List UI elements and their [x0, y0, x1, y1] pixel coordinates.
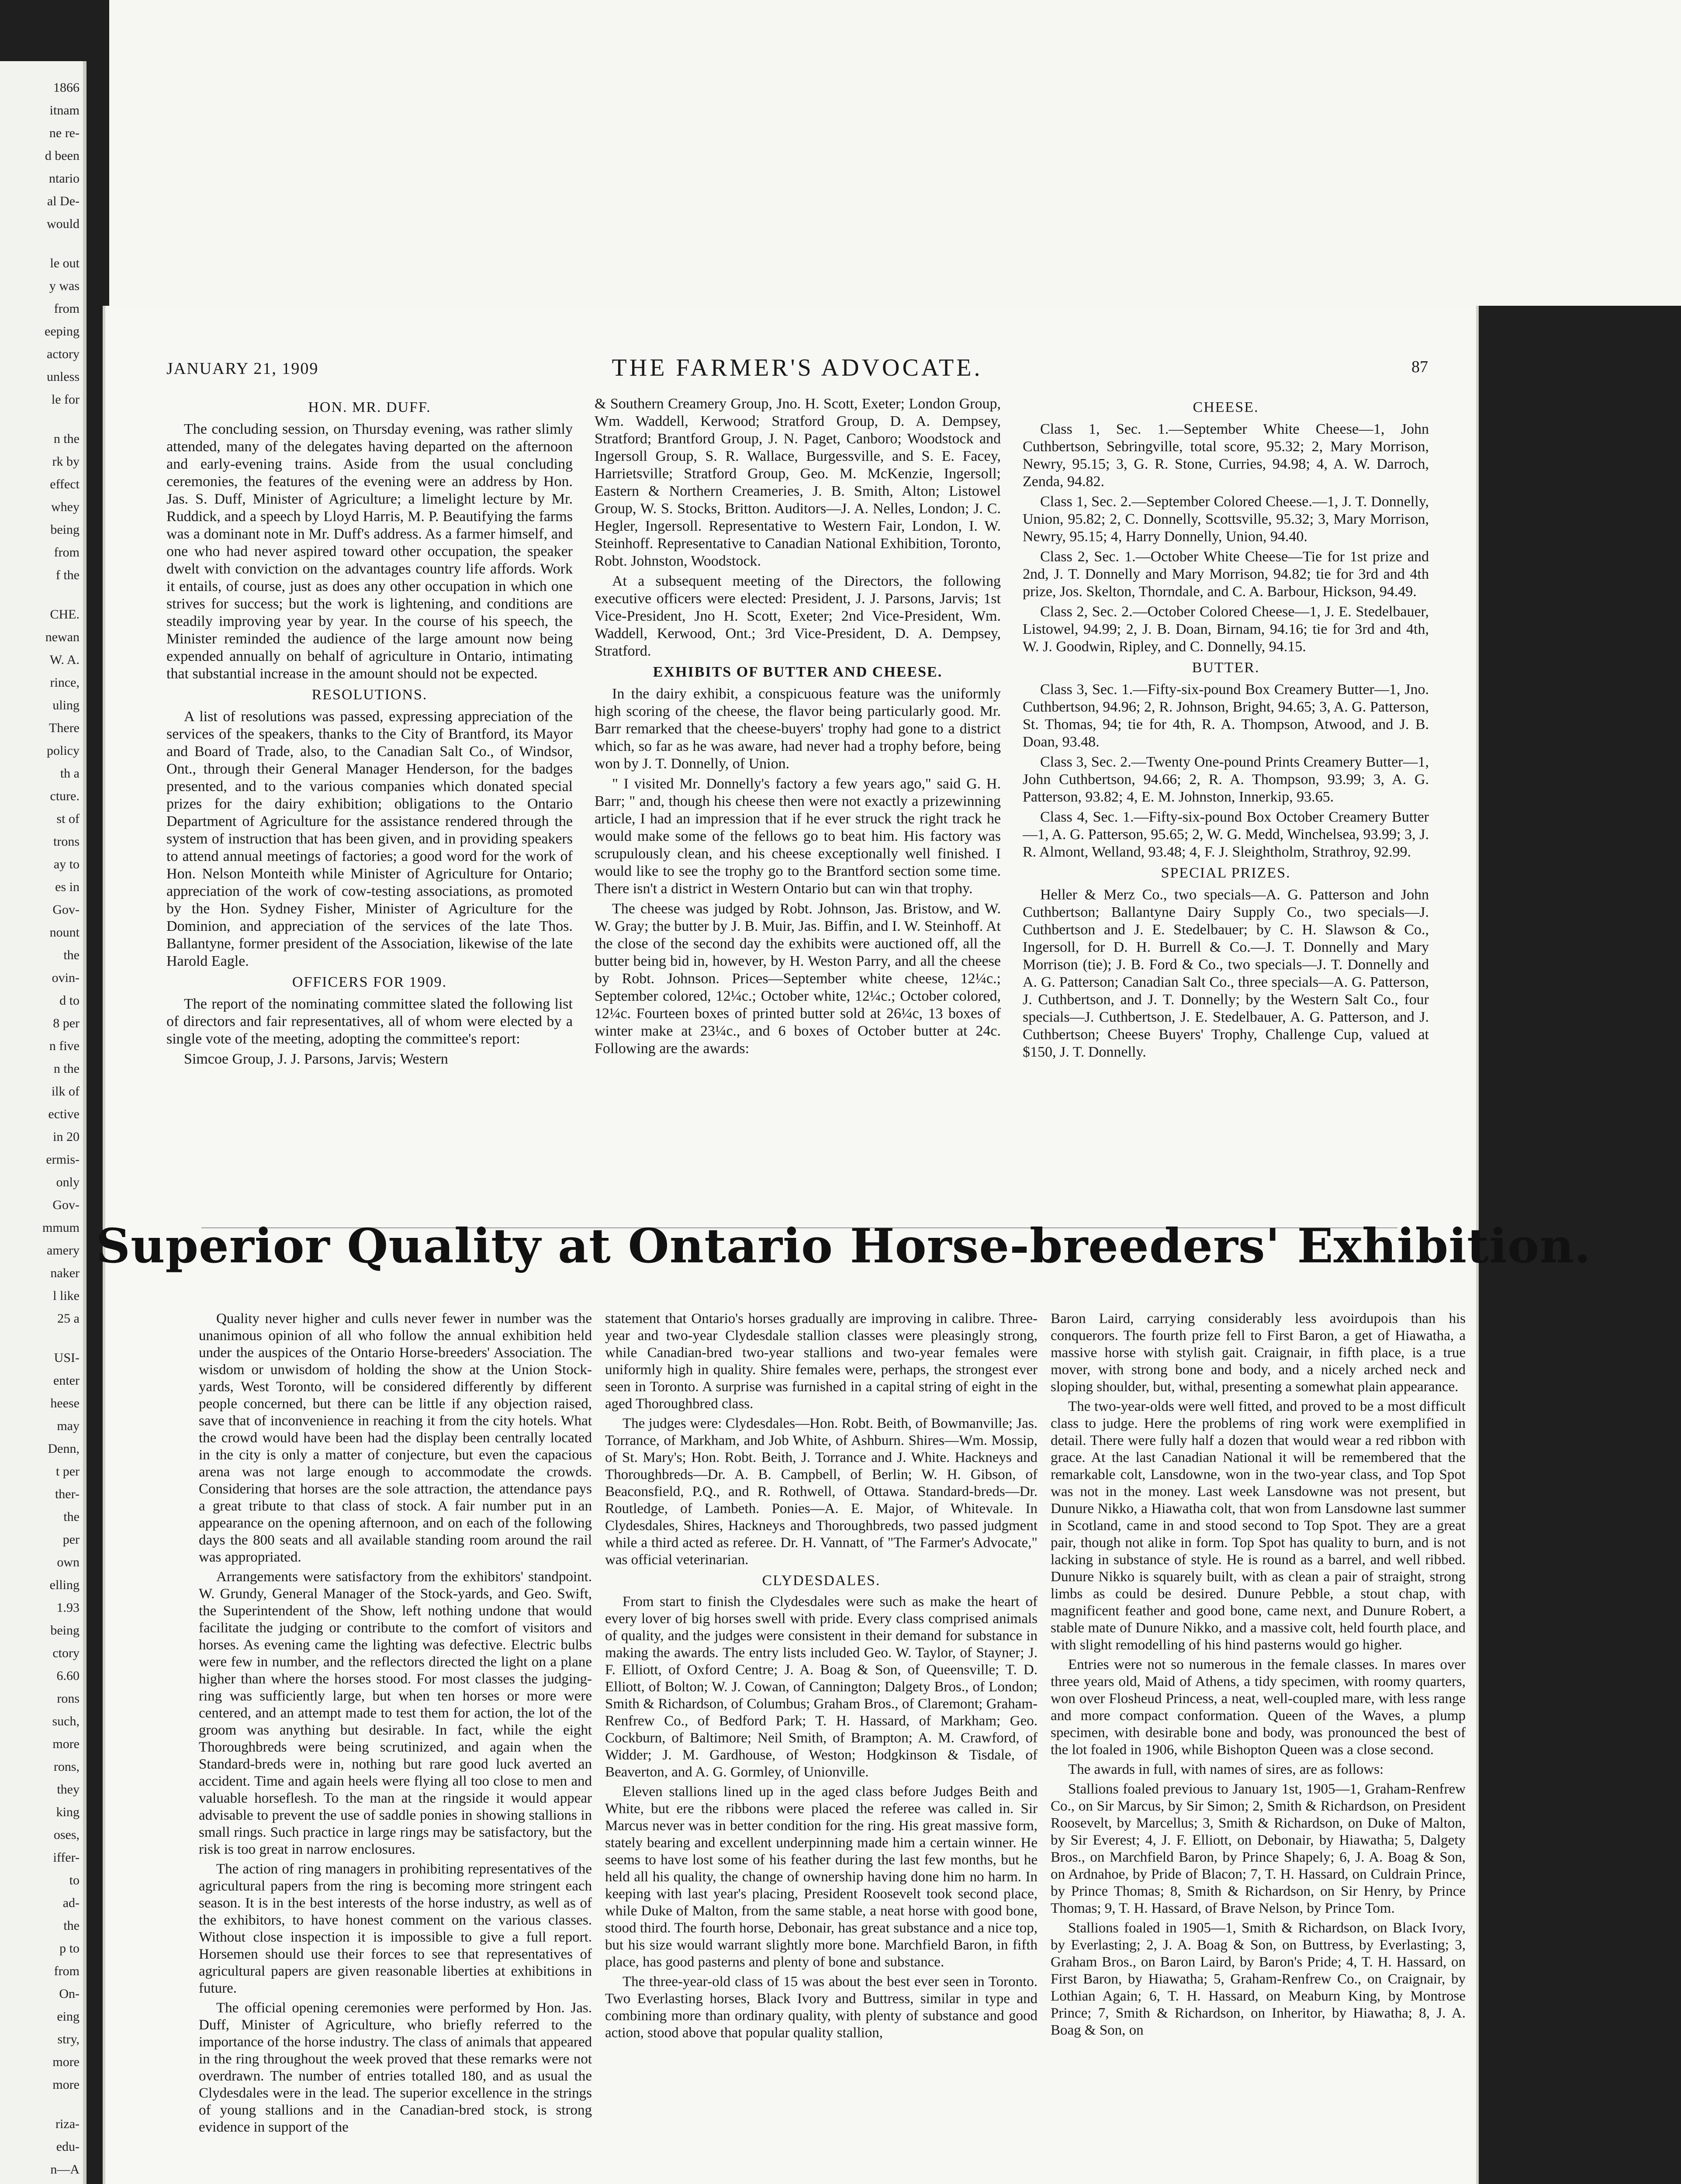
left-page-fragment: eeping	[45, 324, 80, 339]
paragraph: Class 1, Sec. 1.—September White Cheese—1, John Cuthbertson, Sebringville, total score, 95.32; 2, Mary Morrison, Newry, 95.15; 3, G. R. Stone, Curries, 94.98; 4, A. W. Darroch, Zenda, 94.82.	[1023, 421, 1429, 490]
column-2	[595, 395, 1001, 1221]
header-page-number: 87	[1411, 358, 1428, 376]
left-page-fragment: d been	[45, 149, 80, 163]
left-page-fragment: unless	[47, 370, 80, 384]
top-margin	[109, 0, 1681, 306]
left-page-fragment: ective	[48, 1107, 80, 1121]
left-page-fragment: 25 a	[57, 1311, 80, 1326]
left-page-fragment: the	[63, 1510, 80, 1524]
lower-column-3	[1051, 1310, 1466, 2184]
paragraph: Baron Laird, carrying considerably less avoirdupois than his conquerors. The fourth prize fell to First Baron, a get of Hiawatha, a massive horse with stylish gait. Craignair, in fifth place, is a true mover, with strong bone and body, and a nicely arched neck and sloping shoulder, but, withal, presenting a somewhat plain appearance.	[1051, 1311, 1466, 1395]
left-page-fragment: ne re-	[49, 126, 80, 140]
left-page-fragment: es in	[55, 880, 80, 894]
left-page-fragment: On-	[59, 1987, 80, 2001]
paragraph: The official opening ceremonies were performed by Hon. Jas. Duff, Minister of Agriculture, who briefly referred to the importance of the horse industry. The class of animals that appeared in the ring throughout the week proved that these remarks were not overdrawn. The number of entries totalled 180, and as usual the Clydesdales were in the lead. The superior excellence in the strings of young stallions and in the Canadian-bred stock, is strong evidence in support of the	[199, 2000, 592, 2135]
paragraph: statement that Ontario's horses gradually are improving in calibre. Three-year and two-year Clydesdale stallion classes were pleasingly strong, while Canadian-bred two-year stallions and two-year females were uniformly high in quality. Shire females were, perhaps, the strongest ever seen in Toronto. A surprise was furnished in a capital string of eight in the aged Thoroughbred class.	[605, 1311, 1038, 1412]
heading-butter: BUTTER.	[1192, 660, 1260, 676]
paragraph: Entries were not so numerous in the female classes. In mares over three years old, Maid of Athens, a tidy specimen, with roomy quarters, won over Flosheud Princess, a neat, well-coupled mare, with less range and more compact conformation. Queen of the Waves, a plump specimen, with desirable bone and body, was pronounced the best of the lot foaled in 1906, while Bishopton Queen was a close second.	[1051, 1657, 1466, 1758]
paragraph: Simcoe Group, J. J. Parsons, Jarvis; Western	[184, 1051, 448, 1067]
left-page-fragment: ilk of	[51, 1084, 80, 1099]
paragraph: Class 4, Sec. 1.—Fifty-six-pound Box October Creamery Butter—1, A. G. Patterson, 95.65; 2, W. G. Medd, Winchelsea, 93.99; 3, J. R. Almont, Welland, 93.48; 4, F. J. Sleightholm, Strathroy, 92.99.	[1023, 809, 1429, 860]
lower-column-1	[199, 1310, 592, 2184]
paragraph: Stallions foaled in 1905—1, Smith & Richardson, on Black Ivory, by Everlasting; 2, J. A. Boag & Son, on Buttress, by Everlasting; 3, Graham Bros., on Baron Laird, by Baron's Pride; 4, T. H. Hassard, on First Baron, by Hiawatha; 5, Graham-Renfrew Co., on Craignair, by Lothian Again; 6, T. H. Hassard, on Meaburn King, by Montrose Prince; 7, Smith & Richardson, on Inheritor, by Hiawatha; 8, J. A. Boag & Son, on	[1051, 1920, 1466, 2038]
paragraph: Arrangements were satisfactory from the exhibitors' standpoint. W. Grundy, General Manager of the Stock-yards, and Geo. Swift, the Superintendent of the Show, left nothing undone that would facilitate the judging or contribute to the comfort of visitors and horses. As evening came the lighting was defective. Electric bulbs were few in number, and the reflectors directed the light on a plane higher than where the horses stood. For most classes the judging-ring was sufficiently large, but when ten horses or more were centered, and an attempt made to test them for action, the lot of the groom was anything but desirable. In fact, while the eight Thoroughbreds were being scrutinized, and again when the Standard-breds were in, nothing but rare good luck averted an accident. Time and again heels were flying all too close to men and valuable horseflesh. To the man at the ringside it would appear advisable to prevent the use of saddle ponies in showing stallions in small rings. Such practice in large rings may be satisfactory, but the risk is too great in narrow enclosures.	[199, 1569, 592, 1857]
left-page-fragment: newan	[45, 630, 80, 644]
left-page-fragment: Gov-	[52, 902, 80, 917]
left-page-fragment: ntario	[49, 171, 80, 186]
left-page-fragment: whey	[51, 500, 80, 514]
left-page-fragment: would	[47, 217, 80, 231]
paragraph: The concluding session, on Thursday evening, was rather slimly attended, many of the delegates having departed on the afternoon and early-evening trains. Aside from the usual concluding ceremonies, the features of the evening were an address by Hon. Jas. S. Duff, Minister of Agriculture; a limelight lecture by Mr. Ruddick, and a speech by Lloyd Harris, M. P. Beautifying the farms was a dominant note in Mr. Duff's address. As a farmer himself, and one who had never aspired toward other occupation, the speaker dwelt with conviction on the advantages country life affords. Work it entails, of course, just as does any other occupation in which one strives for success; but the work is lightening, and conditions are steadily improving year by year. In the course of his speech, the Minister reminded the audience of the large amount now being expended annually on behalf of agriculture in Ontario, intimating that substantial increase in the amount should not be expected.	[166, 421, 573, 682]
left-page-fragment: policy	[47, 743, 80, 758]
left-page-fragment: mmum	[42, 1220, 80, 1235]
left-page-fragment: th a	[60, 766, 80, 781]
left-page-fragment: st of	[56, 812, 80, 826]
left-page-fragment: t per	[55, 1464, 80, 1479]
left-page-fragment: 8 per	[53, 1016, 80, 1030]
left-page-fragment: stry,	[57, 2032, 80, 2046]
paragraph: The two-year-olds were well fitted, and proved to be a most difficult class to judge. Here the problems of ring work were exemplified in detail. There were fully half a dozen that would wear a red ribbon with grace. At the last Canadian National it will be remembered that the remarkable colt, Lansdowne, won in the two-year class, and Top Spot was not in the money. Last week Lansdowne was not present, but Dunure Nikko, a Hiawatha colt, that won from Lansdowne last summer in Scotland, came in and stood second to Top Spot. They are a great pair, though not alike in form. Top Spot has quality to burn, and is not lacking in substance of style. He is round as a barrel, and well ribbed. Dunure Nikko is squarely built, with as clean a pair of straight, strong limbs as could be desired. Dunure Pebble, a stout chap, with magnificent feather and good bone, came next, and Dunure Robert, a stable mate of Dunure Nikko, and a massive colt, held fourth place, and with slight remodelling of his hind pasterns would go higher.	[1051, 1399, 1466, 1653]
left-page-fragment: Gov-	[52, 1198, 80, 1212]
heading-clydesdales: CLYDESDALES.	[762, 1572, 881, 1589]
left-facing-page	[0, 61, 86, 2184]
paragraph: Class 2, Sec. 2.—October Colored Cheese—1, J. E. Stedelbauer, Listowel, 94.99; 2, J. B. Doan, Birnam, 94.16; tie for 3rd and 4th, W. J. Goodwin, Ripley, and C. Donnelly, 94.15.	[1023, 604, 1429, 655]
paragraph: The report of the nominating committee slated the following list of directors and fair representatives, all of whom were elected by a single vote of the meeting, adopting the committee's report:	[166, 996, 573, 1047]
heading-officers: OFFICERS FOR 1909.	[292, 974, 447, 990]
left-page-fragment: trons	[53, 834, 80, 849]
left-page-fragment: more	[52, 2077, 80, 2092]
left-page-fragment: rk by	[52, 454, 80, 469]
paragraph: Quality never higher and culls never fewer in number was the unanimous opinion of all who follow the annual exhibition held under the auspices of the Ontario Horse-breeders' Association. The wisdom or unwisdom of holding the show at the Union Stock-yards, West Toronto, will be considered differently by different people concerned, but there can be little if any objection raised, save that of inconvenience in reaching it from the city hotels. What the crowd would have been had the display been centrally located in the city is only a matter of conjecture, but even the capacious arena was not large enough to accommodate the crowds. Considering that horses are the sole attraction, the attendance pays a great tribute to that class of stock. A fair number put in an appearance on the opening afternoon, and on each of the following days the 800 seats and all available standing room around the rail was appropriated.	[199, 1311, 592, 1565]
paragraph: & Southern Creamery Group, Jno. H. Scott, Exeter; London Group, Wm. Waddell, Kerwood; Stratford Group, D. A. Dempsey, Stratford; Brantford Group, J. N. Paget, Canboro; Woodstock and Ingersoll Group, S. R. Wallace, Burgessville, and S. E. Facey, Harrietsville; Stratford Group, Geo. M. McKenzie, Ingersoll; Eastern & Northern Creameries, J. B. Smith, Alton; Listowel Group, W. S. Stocks, Britton. Auditors—J. A. Nelles, London; J. C. Hegler, Ingersoll. Representative to Western Fair, London, I. W. Steinhoff. Representative to Canadian National Exhibition, Toronto, Robt. Johnston, Woodstock.	[595, 396, 1001, 569]
left-page-fragment: 6.60	[56, 1669, 80, 1683]
left-page-fragment: ay to	[53, 857, 80, 871]
paragraph: The judges were: Clydesdales—Hon. Robt. Beith, of Bowmanville; Jas. Torrance, of Markham, and Job White, of Ashburn. Shires—Wm. Mossip, of St. Mary's; Hon. Robt. Beith, J. Torrance and J. White. Hackneys and Thoroughbreds—Dr. A. B. Campbell, of Berlin; W. H. Gibson, of Beaconsfield, P.Q., and R. Rothwell, of Ottawa. Standard-breds—Dr. Routledge, of Lambeth. Ponies—A. E. Major, of Whitevale. In Clydesdales, Shires, Hackneys and Thoroughbreds, two passed judgment while a third acted as referee. Dr. H. Vannatt, of "The Farmer's Advocate," was official veterinarian.	[605, 1416, 1038, 1568]
heading-exhibits: EXHIBITS OF BUTTER AND CHEESE.	[653, 664, 943, 680]
paragraph: Stallions foaled previous to January 1st, 1905—1, Graham-Renfrew Co., on Sir Marcus, by Sir Simon; 2, Smith & Richardson, on President Roosevelt, by Marcellus; 3, Smith & Richardson, on Duke of Malton, by Sir Everest; 4, J. F. Elliott, on Debonair, by Hiawatha; 5, Dalgety Bros., on Marchfield Baron, by Prince Shapely; 6, J. A. Boag & Son, on Ardnahoe, by Pride of Blacon; 7, T. H. Hassard, on Culdrain Prince, by Prince Thomas; 8, Smith & Richardson, on Sir Henry, by Prince Thomas; 9, T. H. Hassard, of Brave Nelson, by Prince Tom.	[1051, 1781, 1466, 1916]
left-page-fragment: more	[52, 1737, 80, 1751]
left-page-fragment: being	[50, 1623, 80, 1638]
paragraph: Class 3, Sec. 1.—Fifty-six-pound Box Creamery Butter—1, Jno. Cuthbertson, 94.96; 2, R. Johnson, Bright, 94.65; 3, A. G. Patterson, St. Thomas, 94; tie for 4th, R. A. Thompson, Atwood, and J. B. Doan, 93.48.	[1023, 681, 1429, 750]
heading-resolutions: RESOLUTIONS.	[311, 687, 428, 703]
left-page-fragment: from	[54, 1964, 80, 1978]
left-page-fragment: le for	[51, 392, 80, 407]
left-page-fragment: uling	[52, 698, 80, 712]
paragraph: Class 2, Sec. 1.—October White Cheese—Tie for 1st prize and 2nd, J. T. Donnelly and Mary Morrison, 94.82; tie for 3rd and 4th prize, Jos. Skelton, Thorndale, and C. A. Barbour, Hickson, 94.49.	[1023, 549, 1429, 600]
left-page-fragment: riza-	[55, 2117, 80, 2131]
left-page-fragment: 1866	[53, 80, 80, 95]
paragraph: Eleven stallions lined up in the aged class before Judges Beith and White, but ere the ribbons were placed the referee was called in. Sir Marcus never was in better condition for the ring. His great massive form, stately bearing and excellent underpinning made him a certain winner. He seems to have lost some of his feather during the last few months, but he held all his quality, the change of ownership having done him no harm. In keeping with last year's placing, President Roosevelt took second place, while Duke of Malton, from the same stable, a neat horse with good bone, stood third. The fourth horse, Debonair, has great substance and a nice top, but his size would warrant slightly more bone. Marchfield Baron, in fifth place, has good pasterns and plenty of bone and substance.	[605, 1784, 1038, 1970]
left-page-fragment: nount	[49, 925, 80, 940]
paragraph: Class 3, Sec. 2.—Twenty One-pound Prints Creamery Butter—1, John Cuthbertson, 94.66; 2, R. A. Thompson, 93.99; 3, A. G. Patterson, 93.82; 4, E. M. Johnston, Innerkip, 93.65.	[1023, 754, 1429, 805]
left-page-fragment: 1.93	[56, 1600, 80, 1615]
left-page-fragment: W. A.	[49, 653, 80, 667]
left-page-fragment: n the	[53, 1061, 80, 1076]
left-page-fragment: elling	[49, 1578, 80, 1592]
heading-hon-mr-duff: HON. MR. DUFF.	[308, 399, 431, 415]
left-page-fragment: oses,	[53, 1828, 80, 1842]
paragraph: Heller & Merz Co., two specials—A. G. Patterson and John Cuthbertson; Ballantyne Dairy Supply Co., two specials—J. Cuthbertson and J. E. Stedelbauer; by C. H. Slawson & Co., Ingersoll, for D. H. Burrell & Co.—J. T. Donnelly and Mary Morrison (tie); J. B. Ford & Co., two specials—J. T. Donnelly and A. G. Patterson; Canadian Salt Co., three specials—A. G. Patterson, J. Cuthbertson, and J. T. Donnelly; by the Western Salt Co., four specials—J. Cuthbertson, J. E. Stedelbauer, A. G. Patterson, and J. Cuthbertson; Cheese Buyers' Trophy, Challenge Cup, valued at $150, J. T. Donnelly.	[1023, 887, 1429, 1060]
paragraph: Class 1, Sec. 2.—September Colored Cheese.—1, J. T. Donnelly, Union, 95.82; 2, C. Donnelly, Scottsville, 95.32; 3, Mary Morrison, Newry, 95.15; 4, Harry Donnelly, Union, 94.40.	[1023, 494, 1429, 545]
left-page-fragment: edu-	[56, 2139, 80, 2154]
left-page-fragment: y was	[49, 279, 80, 293]
column-1	[166, 395, 573, 1221]
lower-column-2	[605, 1310, 1038, 2184]
left-page-fragment: d to	[59, 993, 80, 1008]
left-page-fragment: amery	[47, 1243, 80, 1258]
left-page-fragment: cture.	[50, 789, 80, 803]
left-page-fragment: from	[54, 545, 80, 560]
article-banner-headline: Superior Quality at Ontario Horse-breeders' Exhibition.	[96, 1219, 1591, 1274]
left-page-fragment: more	[52, 2055, 80, 2069]
left-page-fragment: n the	[53, 432, 80, 446]
left-page-fragment: ovin-	[52, 971, 80, 985]
paragraph: From start to finish the Clydesdales were such as make the heart of every lover of big horses swell with pride. Every class comprised animals of quality, and the judges were consistent in their demand for substance in making the awards. The entry lists included Geo. W. Taylor, of Stayner; J. F. Elliott, of Oxford Centre; J. A. Boag & Son, of Queensville; T. D. Elliott, of Bolton; W. J. Cowan, of Cannington; Dalgety Bros., of London; Smith & Richardson, of Columbus; Graham Bros., of Claremont; Graham-Renfrew Co., of Bedford Park; T. H. Hassard, of Markham; Geo. Cockburn, of Baltimore; Neil Smith, of Brampton; A. M. Crawford, of Widder; J. M. Gardhouse, of Weston; Hodgkinson & Tisdale, of Beaverton, and A. G. Gormley, of Unionville.	[605, 1594, 1038, 1780]
left-page-fragment: only	[56, 1175, 80, 1189]
left-page-fragment: f the	[55, 568, 80, 582]
left-page-fragment: USI-	[54, 1351, 80, 1365]
left-page-fragment: n five	[49, 1039, 80, 1053]
left-page-fragment: effect	[50, 477, 80, 491]
paragraph: The awards in full, with names of sires, are as follows:	[1068, 1762, 1384, 1777]
paragraph: The cheese was judged by Robt. Johnson, Jas. Bristow, and W. W. Gray; the butter by J. B. Muir, Jas. Biffin, and I. W. Steinhoff. At the close of the second day the exhibits were auctioned off, all the butter being bid in, however, by H. Weston Parry, and all the cheese by Robt. Johnson. Prices—September white cheese, 12¼c.; September colored, 12¼c.; October white, 12¼c.; October colored, 12¼c. Fourteen boxes of printed butter sold at 26¼c, 13 boxes of winter make at 23¼c., and 6 boxes of October butter at 24c. Following are the awards:	[595, 901, 1001, 1057]
left-page-fragment: al De-	[47, 194, 80, 208]
left-page-fragment: Denn,	[48, 1441, 80, 1456]
left-page-fragment: to	[69, 1873, 80, 1887]
page-header	[166, 354, 1428, 380]
left-page-fragment: rons	[57, 1691, 80, 1706]
header-title: THE FARMER'S ADVOCATE.	[612, 354, 983, 381]
left-page-fragment: the	[63, 1918, 80, 1933]
left-page-fragment: may	[57, 1419, 80, 1433]
paragraph: The three-year-old class of 15 was about the best ever seen in Toronto. Two Everlasting horses, Black Ivory and Buttress, similar in type and combining more than ordinary quality, with plenty of substance and good action, stood above that popular quality stallion,	[605, 1974, 1038, 2041]
left-page-fragment: itnam	[49, 103, 80, 117]
left-page-fragment: ctory	[52, 1646, 80, 1660]
header-date: JANUARY 21, 1909	[166, 359, 319, 378]
left-page-fragment: eing	[57, 2009, 80, 2024]
left-page-fragment: actory	[47, 347, 80, 361]
left-page-fragment: they	[57, 1782, 80, 1797]
left-page-fragment: the	[63, 948, 80, 962]
left-page-fragment: rince,	[50, 675, 80, 690]
left-page-fragment: enter	[53, 1373, 80, 1388]
paragraph: " I visited Mr. Donnelly's factory a few years ago," said G. H. Barr; " and, though his cheese then were not exactly a prizewinning article, I had an impression that if he ever struck the right track he would make some of the fellows go to beat him. His factory was scrupulously clean, and his cheese exceptionally well finished. I would like to see the trophy go to the Brantford section some time. There isn't a district in Western Ontario but can win that trophy.	[595, 776, 1001, 897]
left-page-fragment: from	[54, 301, 80, 316]
left-page-fragment: ermis-	[46, 1152, 80, 1167]
left-page-fragment: ther-	[55, 1487, 80, 1501]
left-page-fragment: CHE.	[50, 607, 80, 622]
left-page-fragment: naker	[50, 1266, 80, 1280]
paragraph: At a subsequent meeting of the Directors, the following executive officers were elected: President, J. J. Parsons, Jarvis; 1st Vice-President, Jno H. Scott, Exeter; 2nd Vice-President, Wm. Waddell, Kerwood, Ont.; 3rd Vice-President, D. A. Dempsey, Stratford.	[595, 573, 1001, 659]
heading-cheese: CHEESE.	[1193, 399, 1259, 415]
left-page-fragment: such,	[52, 1714, 80, 1728]
paragraph: The action of ring managers in prohibiting representatives of the agricultural papers from the ring is becoming more stringent each season. It is in the best interests of the horse industry, as well as of the exhibitors, to have honest comment on the various classes. Without close inspection it is impossible to give a full report. Horsemen should use their forces to see that representatives of agricultural papers are given reasonable liberties at exhibitions in future.	[199, 1861, 592, 1996]
left-page-fragment: king	[56, 1805, 80, 1819]
left-page-fragment: per	[62, 1532, 80, 1547]
left-page-fragment: being	[50, 522, 80, 537]
left-page-fragment: in 20	[53, 1130, 80, 1144]
left-page-fragment: n—A	[50, 2162, 80, 2177]
paragraph: In the dairy exhibit, a conspicuous feature was the uniformly high scoring of the cheese, the flavor being particularly good. Mr. Barr remarked that the cheese-buyers' trophy had gone to a district which, so far as he was aware, had never had a trophy before, being won by J. T. Donnelly, of Union.	[595, 686, 1001, 772]
left-page-fragment: rons,	[53, 1759, 80, 1774]
left-page-fragment: own	[57, 1555, 80, 1569]
paragraph: A list of resolutions was passed, expressing appreciation of the services of the speakers, thanks to the City of Brantford, its Mayor and Board of Trade, also, to the Canadian Salt Co., of Windsor, Ont., through their General Manager Henderson, for the badges presented, and to the various companies which donated special prizes for the dairy exhibition; obligations to the Ontario Department of Agriculture for the assistance rendered through the system of instruction that has been given, and in providing speakers to attend annual meetings of factories; a good word for the work of Hon. Nelson Monteith while Minister of Agriculture for Ontario; appreciation of the work of cow-testing associations, as promoted by the Hon. Sydney Fisher, Minister of Agriculture for the Dominion, and appreciation of the services of the late Thos. Ballantyne, former president of the Association, likewise of the late Harold Eagle.	[166, 708, 573, 969]
left-page-fragment: There	[49, 721, 80, 735]
left-page-fragment: ad-	[62, 1896, 80, 1910]
left-page-fragment: heese	[50, 1396, 80, 1410]
heading-special-prizes: SPECIAL PRIZES.	[1161, 865, 1291, 881]
left-page-fragment: l like	[53, 1289, 80, 1303]
left-page-fragment: le out	[50, 256, 80, 270]
left-page-fragment: p to	[59, 1941, 80, 1956]
column-3	[1023, 395, 1429, 1221]
left-page-fragment: iffer-	[53, 1850, 80, 1865]
